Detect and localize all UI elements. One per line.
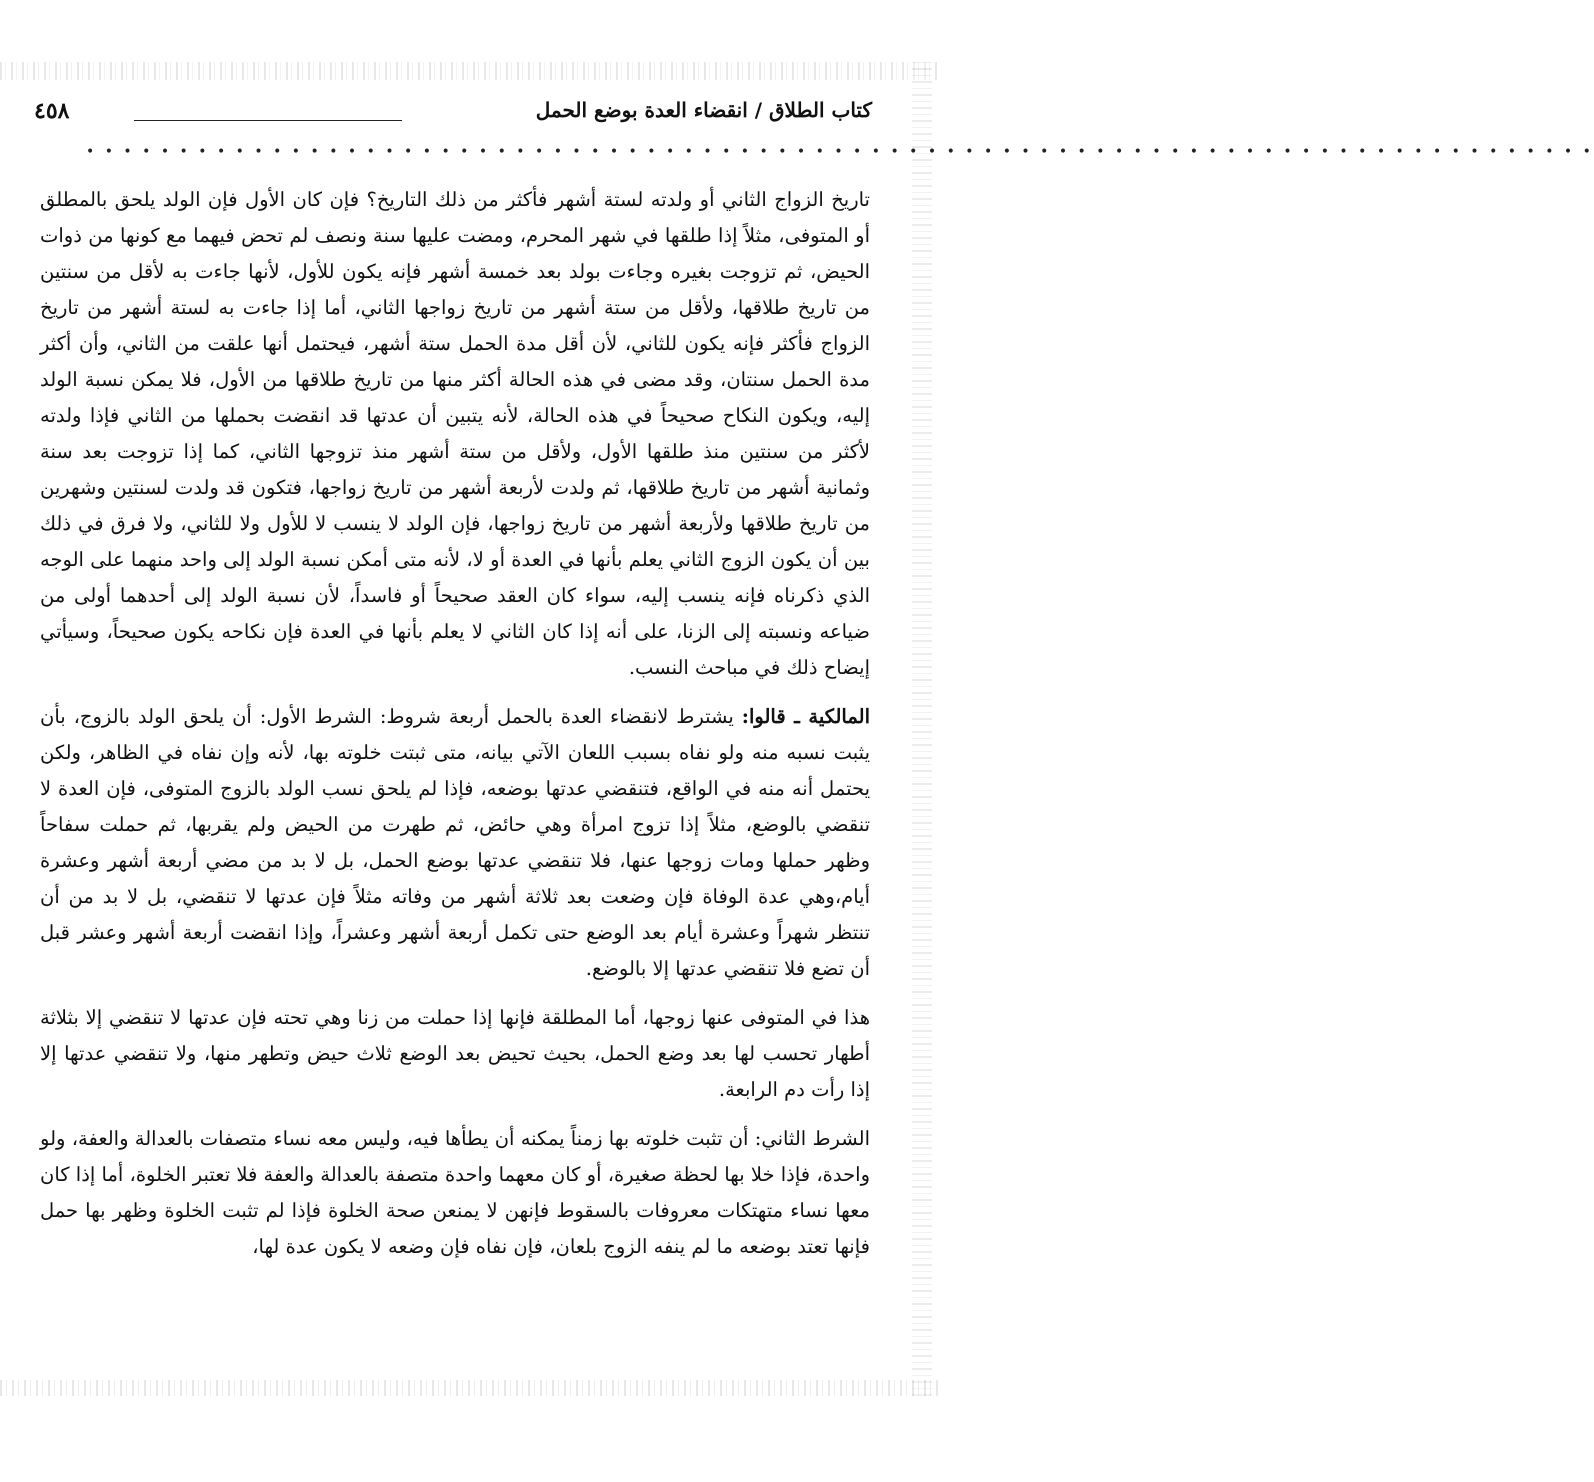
paragraph-lead: المالكية ـ قالوا: — [741, 705, 871, 728]
paragraph-text: هذا في المتوفى عنها زوجها، أما المطلقة فإنها إذا حملت من زنا وهي تحته فإن عدتها لا تنقضي إلا بثلاثة أطهار تحسب لها بعد وضع الحمل، بحيث تحيض بعد الوضع ثلاث حيض وتطهر منها، ولا تنقضي عدتها إلا إذا رأت دم الرابعة. — [40, 1006, 870, 1101]
paragraph-2 — [40, 699, 870, 987]
paragraph-text: يشترط لانقضاء العدة بالحمل أربعة شروط: الشرط الأول: أن يلحق الولد بالزوج، بأن يثبت نسبه منه ولو نفاه بسبب اللعان الآتي بيانه، متى ثبتت خلوته بها، لأنه وإن نفاه في الظاهر، ولكن يحتمل أنه منه في الواقع، فتنقضي عدتها بوضعه، فإذا لم يلحق نسب الولد بالزوج المتوفى، فإن العدة لا تنقضي بالوضع، مثلاً إذا تزوج امرأة وهي حائض، ثم طهرت من الحيض ولم يقربها، ثم حملت سفاحاً وظهر حملها ومات زوجها عنها، فلا تنقضي عدتها بوضع الحمل، بل لا بد من مضي أربعة أشهر وعشرة أيام،وهي عدة الوفاة فإن وضعت بعد ثلاثة أشهر من وفاته مثلاً فإن عدتها لا تنقضي، بل لا بد من أن تنتظر شهراً وعشرة أيام بعد الوضع حتى تكمل أربعة أشهر وعشراً، وإذا انقضت أربعة أشهر وعشر قبل أن تضع فلا تنقضي عدتها إلا بالوضع. — [40, 705, 870, 980]
dotted-divider: • • • • • • • • • • • • • • • • • • • • • • • • • • • • • • • • • • • • • • • • • • • • • • • • • • • • • • • • • • • • • • • • • • • • • • • • • • • • • • • • • — [86, 144, 1594, 160]
paragraph-3 — [40, 1000, 870, 1108]
scan-border-top — [0, 62, 938, 80]
paragraph-1 — [40, 182, 870, 686]
running-header — [34, 98, 872, 138]
chapter-title: كتاب الطلاق / انقضاء العدة بوضع الحمل — [535, 98, 872, 122]
paragraph-text: تاريخ الزواج الثاني أو ولدته لستة أشهر فأكثر من ذلك التاريخ؟ فإن كان الأول فإن الولد يلحق بالمطلق أو المتوفى، مثلاً إذا طلقها في شهر المحرم، ومضت عليها سنة ونصف لم تحض فيهما مع كونها من ذوات الحيض، ثم تزوجت بغيره وجاءت بولد بعد خمسة أشهر فإنه يكون للأول، لأنها جاءت به لأقل من سنتين من تاريخ طلاقها، ولأقل من ستة أشهر من تاريخ زواجها الثاني، أما إذا جاءت به لستة أشهر من تاريخ الزواج فأكثر فإنه يكون للثاني، لأن أقل مدة الحمل ستة أشهر، فيحتمل أنها علقت من الثاني، وأن أكثر مدة الحمل سنتان، وقد مضى في هذه الحالة أكثر منها من تاريخ طلاقها من الأول، فلا يمكن نسبة الولد إليه، ويكون النكاح صحيحاً في هذه الحالة، لأنه يتبين أن عدتها قد انقضت بحملها من الثاني فإذا ولدته لأكثر من سنتين منذ طلقها الأول، ولأقل من ستة أشهر منذ تزوجها الثاني، كما إذا تزوجت بعد سنة وثمانية أشهر من تاريخ طلاقها، ثم ولدت لأربعة أشهر من تاريخ زواجها، فتكون قد ولدت لسنتين وشهرين من تاريخ طلاقها ولأربعة أشهر من تاريخ زواجها، فإن الولد لا ينسب لا للأول ولا للثاني، ولا فرق في ذلك بين أن يكون الزوج الثاني يعلم بأنها في العدة أو لا، لأنه متى أمكن نسبة الولد إلى واحد منهما على الوجه الذي ذكرناه فإنه ينسب إليه، سواء كان العقد صحيحاً أو فاسداً، لأن نسبة الولد إلى أحدهما أولى من ضياعه ونسبته إلى الزنا، على أنه إذا كان الثاني لا يعلم بأنها في العدة فإن نكاحه يكون صحيحاً، وسيأتي إيضاح ذلك في مباحث النسب. — [40, 188, 870, 679]
main-text — [40, 182, 870, 1265]
page-number: ٤٥٨ — [34, 98, 70, 124]
header-rule — [134, 120, 402, 121]
paragraph-text: الشرط الثاني: أن تثبت خلوته بها زمناً يمكنه أن يطأها فيه، وليس معه نساء متصفات بالعدالة والعفة، ولو واحدة، فإذا خلا بها لحظة صغيرة، أو كان معهما واحدة متصفة بالعدالة والعفة فلا تعتبر الخلوة، أما إذا كان معها نساء متهتكات معروفات بالسقوط فإنهن لا يمنعن صحة الخلوة فإذا لم تثبت الخلوة وظهر بها حمل فإنها تعتد بوضعه ما لم ينفه الزوج بلعان، فإن نفاه فإن وضعه لا يكون عدة لها، — [40, 1127, 870, 1258]
scan-border-right — [912, 62, 932, 1396]
scan-border-bottom — [0, 1380, 938, 1396]
paragraph-4 — [40, 1121, 870, 1265]
